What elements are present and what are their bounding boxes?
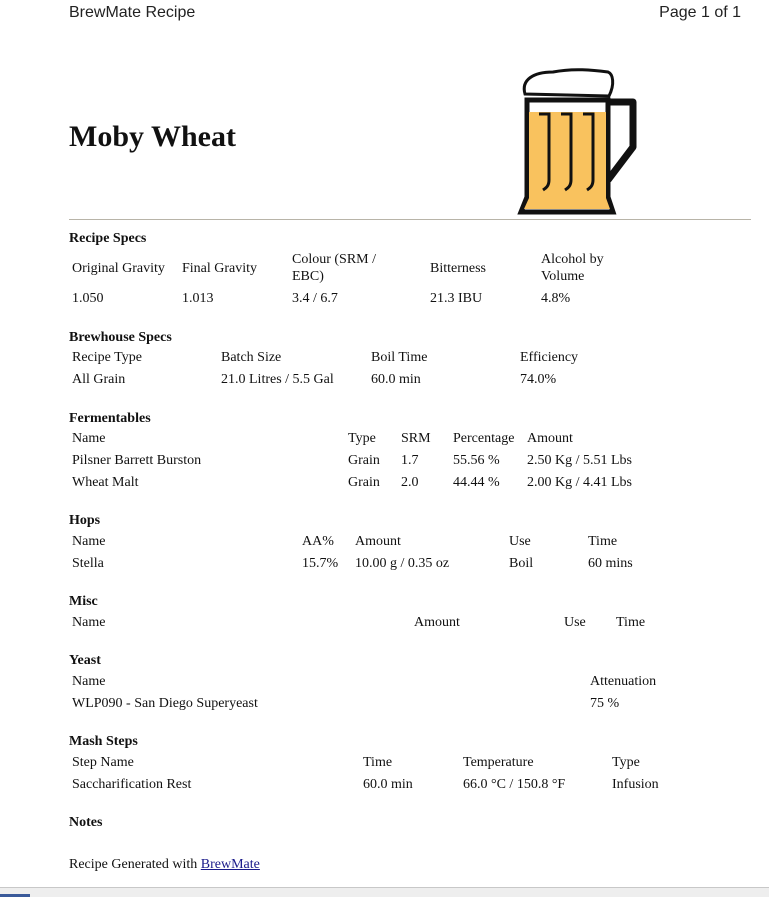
ferm-col-amount: Amount [527, 431, 573, 446]
section-mash-steps: Mash Steps [69, 734, 138, 749]
value-abv: 4.8% [541, 291, 571, 306]
generated-by [69, 857, 260, 873]
ferm-row-1-srm: 2.0 [401, 475, 419, 490]
yeast-col-name: Name [72, 674, 106, 689]
col-final-gravity: Final Gravity [182, 261, 258, 276]
recipe-title: Moby Wheat [69, 120, 236, 153]
value-batch-size: 21.0 Litres / 5.5 Gal [221, 372, 334, 387]
mash-col-temperature: Temperature [463, 755, 534, 770]
hops-col-aa: AA% [302, 534, 334, 549]
hops-col-use: Use [509, 534, 531, 549]
ferm-row-1-percentage: 44.44 % [453, 475, 500, 490]
col-abv-line2: Volume [541, 269, 585, 284]
mash-row-0-name: Saccharification Rest [72, 777, 192, 792]
ferm-row-0-type: Grain [348, 453, 380, 468]
generated-prefix: Recipe Generated with [69, 857, 201, 872]
hops-row-0-name: Stella [72, 556, 104, 571]
yeast-row-0-name: WLP090 - San Diego Superyeast [72, 696, 258, 711]
brewmate-link[interactable]: BrewMate [200, 857, 260, 872]
col-recipe-type: Recipe Type [72, 350, 142, 365]
ferm-row-0-percentage: 55.56 % [453, 453, 500, 468]
yeast-col-attenuation: Attenuation [590, 674, 657, 689]
beer-mug-icon [513, 62, 643, 217]
section-misc: Misc [69, 594, 98, 609]
section-recipe-specs: Recipe Specs [69, 231, 147, 246]
mash-row-0-temperature: 66.0 °C / 150.8 °F [463, 777, 566, 792]
hops-col-time: Time [588, 534, 618, 549]
mash-col-type: Type [612, 755, 640, 770]
section-yeast: Yeast [69, 653, 101, 668]
ferm-row-0-srm: 1.7 [401, 453, 419, 468]
misc-col-amount: Amount [414, 615, 460, 630]
ferm-row-1-name: Wheat Malt [72, 475, 139, 490]
hops-row-0-use: Boil [509, 556, 534, 571]
value-og: 1.050 [72, 291, 104, 306]
hops-row-0-aa: 15.7% [302, 556, 339, 571]
col-boil-time: Boil Time [371, 350, 428, 365]
ferm-row-0-name: Pilsner Barrett Burston [72, 453, 202, 468]
col-batch-size: Batch Size [221, 350, 282, 365]
mash-col-time: Time [363, 755, 393, 770]
value-efficiency: 74.0% [520, 372, 557, 387]
misc-col-use: Use [564, 615, 586, 630]
yeast-row-0-attenuation: 75 % [590, 696, 620, 711]
col-colour-line1: Colour (SRM / [292, 252, 377, 267]
ferm-col-name: Name [72, 431, 106, 446]
ferm-row-0-amount: 2.50 Kg / 5.51 Lbs [527, 453, 632, 468]
mash-row-0-type: Infusion [612, 777, 659, 792]
status-bar [0, 888, 769, 897]
value-bitterness: 21.3 IBU [430, 291, 483, 306]
hops-col-name: Name [72, 534, 106, 549]
misc-col-time: Time [616, 615, 646, 630]
section-notes: Notes [69, 815, 103, 830]
page-indicator: Page 1 of 1 [659, 4, 741, 21]
section-fermentables: Fermentables [69, 411, 151, 426]
hops-row-0-time: 60 mins [588, 556, 633, 571]
ferm-row-1-amount: 2.00 Kg / 4.41 Lbs [527, 475, 632, 490]
col-colour-line2: EBC) [292, 269, 324, 284]
col-original-gravity: Original Gravity [72, 261, 165, 276]
section-hops: Hops [69, 513, 101, 528]
value-colour: 3.4 / 6.7 [292, 291, 338, 306]
value-boil-time: 60.0 min [371, 372, 421, 387]
ferm-row-1-type: Grain [348, 475, 380, 490]
hops-col-amount: Amount [355, 534, 401, 549]
col-abv-line1: Alcohol by [541, 252, 604, 267]
ferm-col-srm: SRM [401, 431, 431, 446]
mash-row-0-time: 60.0 min [363, 777, 413, 792]
ferm-col-percentage: Percentage [453, 431, 515, 446]
hops-row-0-amount: 10.00 g / 0.35 oz [355, 556, 450, 571]
col-efficiency: Efficiency [520, 350, 579, 365]
value-fg: 1.013 [182, 291, 214, 306]
app-title: BrewMate Recipe [69, 4, 196, 21]
col-bitterness: Bitterness [430, 261, 486, 276]
header-divider [69, 219, 751, 220]
mash-col-step-name: Step Name [72, 755, 134, 770]
section-brewhouse-specs: Brewhouse Specs [69, 330, 172, 345]
ferm-col-type: Type [348, 431, 376, 446]
misc-col-name: Name [72, 615, 106, 630]
value-recipe-type: All Grain [72, 372, 126, 387]
